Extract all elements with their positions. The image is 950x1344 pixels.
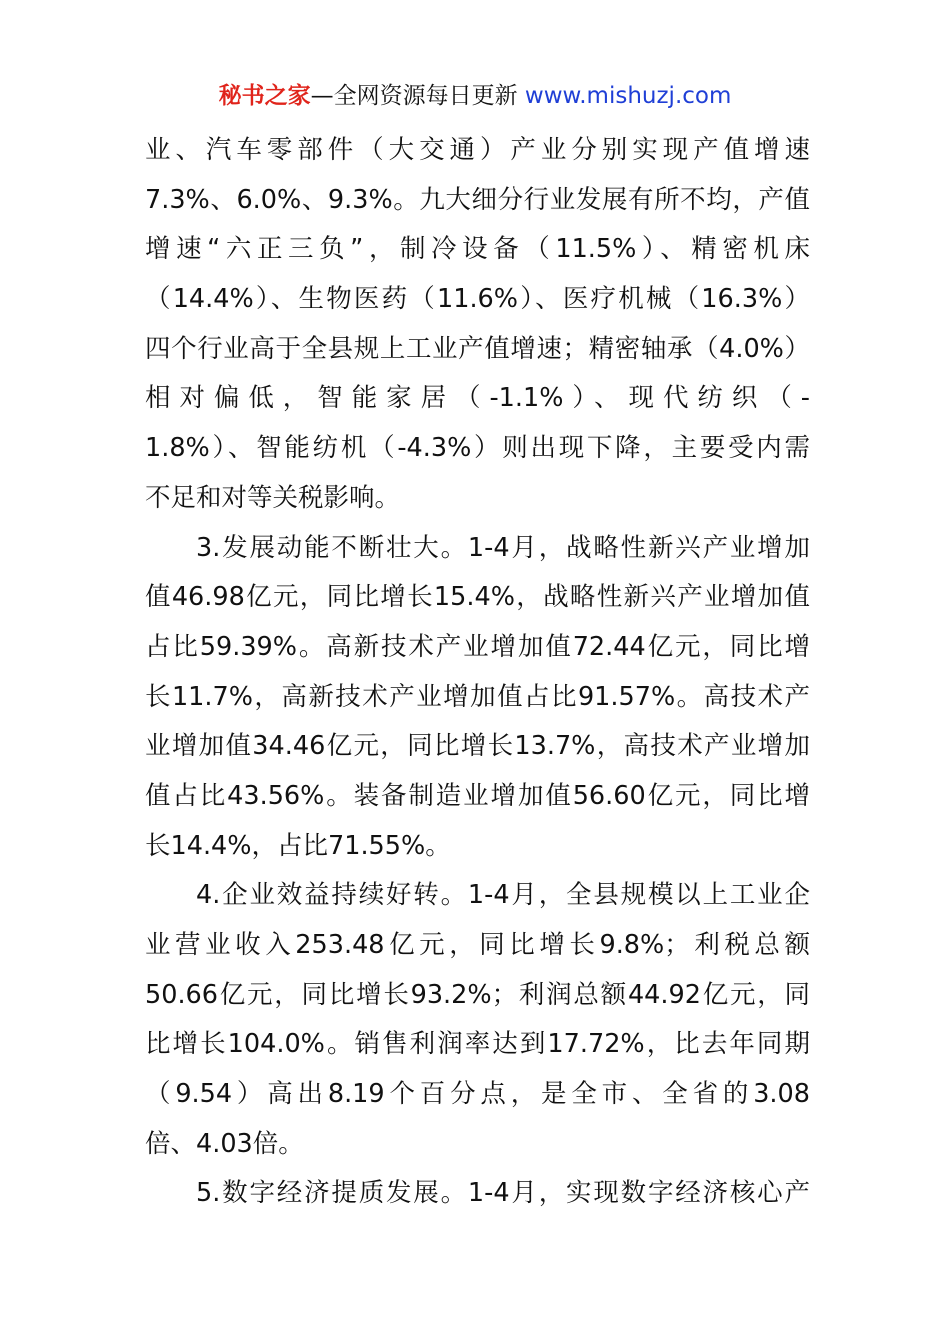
site-header: [0, 80, 950, 112]
text-line: 占比59.39%。高新技术产业增加值72.44亿元，同比增: [145, 631, 810, 662]
text-line: 业、汽车零部件（大交通）产业分别实现产值增速: [145, 135, 810, 165]
paragraph-start-line: 5.数字经济提质发展。1-4月，实现数字经济核心产: [196, 1178, 810, 1209]
text-line: 业增加值34.46亿元，同比增长13.7%，高技术产业增加: [145, 731, 810, 762]
text-line: 倍、4.03倍。: [145, 1128, 304, 1159]
text-line: 50.66亿元，同比增长93.2%；利润总额44.92亿元，同: [145, 979, 810, 1010]
document-body: [145, 126, 810, 1219]
text-line: （14.4%）、生物医药（11.6%）、医疗机械（16.3%）: [145, 284, 810, 315]
text-line: 比增长104.0%。销售利润率达到17.72%，比去年同期: [145, 1029, 810, 1060]
text-line: 长14.4%，占比71.55%。: [145, 830, 451, 861]
text-line: 业营业收入253.48亿元，同比增长9.8%；利税总额: [145, 930, 810, 960]
text-line: 长11.7%，高新技术产业增加值占比91.57%。高技术产: [145, 681, 810, 712]
site-tagline: —全网资源每日更新: [310, 83, 518, 109]
text-line: 四个行业高于全县规上工业产值增速；精密轴承（4.0%）: [145, 333, 810, 364]
site-brand: 秘书之家: [218, 83, 311, 109]
paragraph-start-line: 3.发展动能不断壮大。1-4月，战略性新兴产业增加: [196, 532, 810, 563]
text-line: 不足和对等关税影响。: [145, 482, 401, 513]
text-line: 1.8%）、智能纺机（-4.3%）则出现下降，主要受内需: [145, 433, 810, 464]
text-line: 相对偏低，智能家居（-1.1%）、现代纺织（-: [145, 383, 810, 414]
site-url-link[interactable]: www.mishuzj.com: [517, 83, 732, 109]
text-line: （9.54）高出8.19个百分点，是全市、全省的3.08: [145, 1079, 810, 1110]
text-line: 7.3%、6.0%、9.3%。九大细分行业发展有所不均，产值: [145, 184, 810, 215]
text-line: 增速“六正三负”，制冷设备（11.5%）、精密机床: [145, 234, 810, 265]
paragraph-start-line: 4.企业效益持续好转。1-4月，全县规模以上工业企: [196, 880, 810, 911]
text-line: 值46.98亿元，同比增长15.4%，战略性新兴产业增加值: [145, 582, 810, 613]
text-line: 值占比43.56%。装备制造业增加值56.60亿元，同比增: [145, 780, 810, 811]
